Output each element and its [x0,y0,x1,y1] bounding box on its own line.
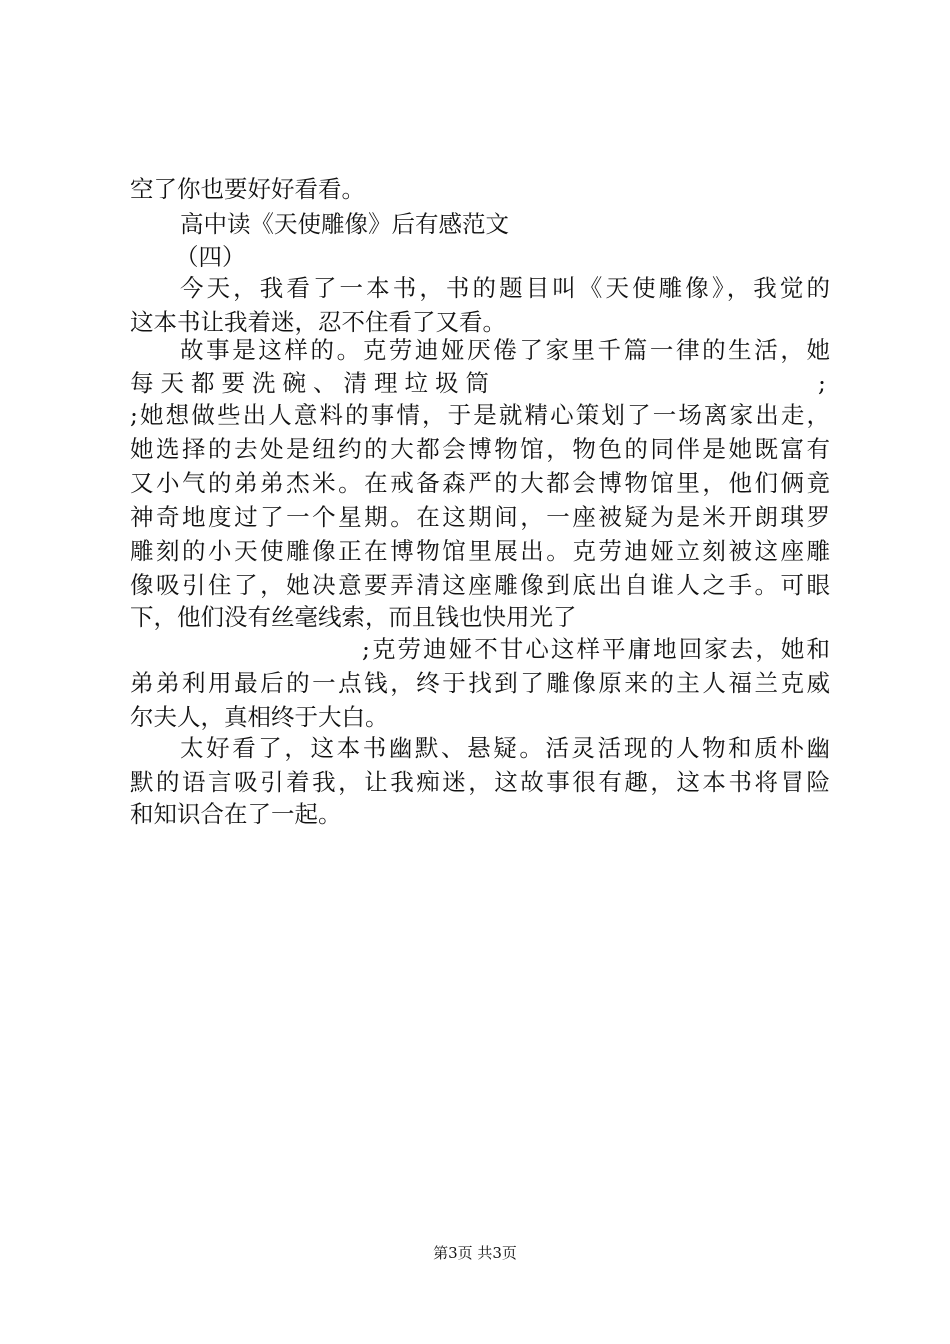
page-footer: 第3页 共3页 [433,1244,517,1262]
text-line: 她选择的去处是纽约的大都会博物馆，物色的同伴是她既富有 [130,435,830,463]
text-line: 尔夫人，真相终于大白。 [130,703,389,731]
text-line: ;她想做些出人意料的事情，于是就精心策划了一场离家出走， [130,401,830,429]
text-line: 默的语言吸引着我，让我痴迷，这故事很有趣，这本书将冒险 [130,768,830,796]
text-line: 太好看了，这本书幽默、悬疑。活灵活现的人物和质朴幽 [180,734,830,762]
text-line: 空了你也要好好看看。 [130,175,365,203]
section-number: （四） [175,243,246,271]
essay-title: 高中读《天使雕像》后有感范文 [180,210,509,238]
text-line: 故事是这样的。克劳迪娅厌倦了家里千篇一律的生活，她 [180,336,830,364]
text-line: 像吸引住了，她决意要弄清这座雕像到底出自谁人之手。可眼 [130,571,830,599]
text-line: 和知识合在了一起。 [130,800,342,828]
text-line: 雕刻的小天使雕像正在博物馆里展出。克劳迪娅立刻被这座雕 [130,537,830,565]
text-line: ; [818,369,826,397]
text-line: 这本书让我着迷，忍不住看了又看。 [130,308,506,336]
text-line: 今天，我看了一本书，书的题目叫《天使雕像》，我觉的 [180,274,830,302]
text-line: 又小气的弟弟杰米。在戒备森严的大都会博物馆里，他们俩竟 [130,469,830,497]
text-line: 下，他们没有丝毫线索，而且钱也快用光了 [130,603,577,631]
text-line: 神奇地度过了一个星期。在这期间，一座被疑为是米开朗琪罗 [130,503,830,531]
text-line: 弟弟利用最后的一点钱，终于找到了雕像原来的主人福兰克威 [130,669,830,697]
text-line: 每天都要洗碗、清理垃圾筒 [130,369,496,397]
text-line: ;克劳迪娅不甘心这样平庸地回家去，她和 [362,635,830,663]
